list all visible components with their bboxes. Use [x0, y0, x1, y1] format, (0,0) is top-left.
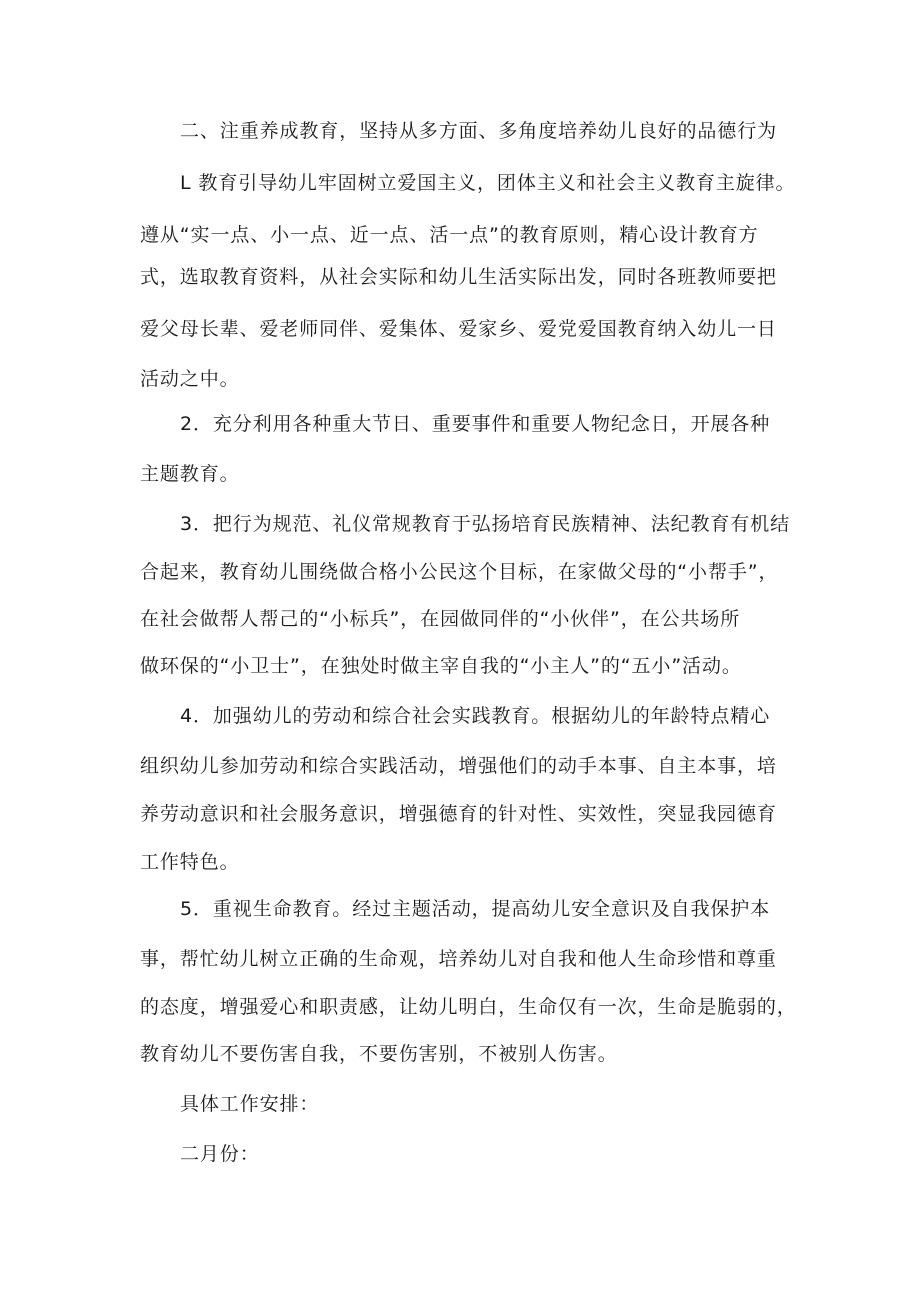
paragraph-2-line-1: 2．充分利用各种重大节日、重要事件和重要人物纪念日，开展各种	[180, 413, 771, 435]
paragraph-5-line-1: 5．重视生命教育。经过主题活动，提高幼儿安全意识及自我保护本	[180, 898, 771, 920]
paragraph-4-line-4: 工作特色。	[140, 851, 240, 873]
paragraph-3-line-4: 做环保的“小卫士”，在独处时做主宰自我的“小主人”的“五小”活动。	[140, 655, 742, 677]
paragraph-4-line-1: 4．加强幼儿的劳动和综合社会实践教育。根据幼儿的年龄特点精心	[180, 705, 771, 727]
paragraph-2-line-2: 主题教育。	[140, 463, 240, 485]
paragraph-4-line-3: 养劳动意识和社会服务意识，增强德育的针对性、实效性，突显我园德育	[140, 803, 777, 825]
paragraph-5-line-2: 事，帮忙幼儿树立正确的生命观，培养幼儿对自我和他人生命珍惜和尊重	[140, 948, 777, 970]
paragraph-5-line-3: 的态度，增强爱心和职责感，让幼儿明白，生命仅有一次，生命是脆弱的，	[140, 996, 797, 1018]
month-heading: 二月份：	[180, 1143, 260, 1165]
paragraph-1-line-2: 遵从“实一点、小一点、近一点、活一点”的教育原则，精心设计教育方	[140, 224, 759, 246]
paragraph-3-line-3: 在社会做帮人帮己的“小标兵”，在园做同伴的“小伙伴”，在公共场所	[140, 608, 741, 630]
paragraph-4-line-2: 组织幼儿参加劳动和综合实践活动，增强他们的动手本事、自主本事，培	[140, 755, 777, 777]
paragraph-5-line-4: 教育幼儿不要伤害自我，不要伤害别，不被别人伤害。	[140, 1043, 618, 1065]
schedule-heading: 具体工作安排：	[180, 1093, 320, 1115]
paragraph-1-line-5: 活动之中。	[140, 368, 240, 390]
paragraph-1-line-1: L 教育引导幼儿牢固树立爱国主义，团体主义和社会主义教育主旋律。	[180, 172, 796, 194]
paragraph-1-line-4: 爱父母长辈、爱老师同伴、爱集体、爱家乡、爱党爱国教育纳入幼儿一日	[140, 318, 777, 340]
paragraph-3-line-1: 3．把行为规范、礼仪常规教育于弘扬培育民族精神、法纪教育有机结	[180, 513, 790, 535]
section-heading: 二、注重养成教育，坚持从多方面、多角度培养幼儿良好的品德行为	[180, 120, 778, 142]
paragraph-1-line-3: 式，选取教育资料，从社会实际和幼儿生活实际出发，同时各班教师要把	[140, 266, 777, 288]
paragraph-3-line-2: 合起来，教育幼儿围绕做合格小公民这个目标，在家做父母的“小帮手”，	[140, 561, 779, 583]
